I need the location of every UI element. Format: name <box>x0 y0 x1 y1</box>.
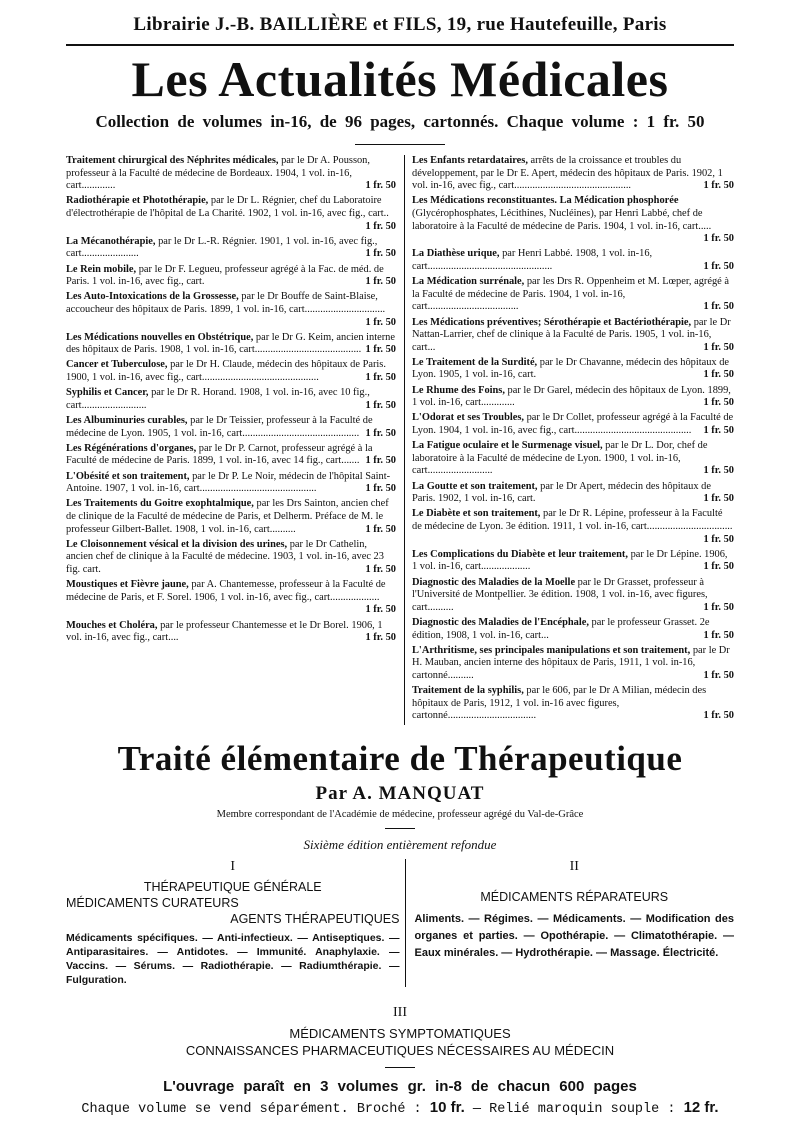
part-three-subheading: CONNAISSANCES PHARMACEUTIQUES NÉCESSAIRES AU MÉDECIN <box>185 1043 615 1059</box>
catalog-entry <box>66 387 396 412</box>
entry-price: 1 fr. 50 <box>703 710 734 722</box>
part-one-subheading: MÉDICAMENTS CURATEURS <box>66 896 239 911</box>
entry-price: 1 fr. 50 <box>703 425 734 437</box>
entry-price: 1 fr. 50 <box>703 301 734 313</box>
divider <box>355 144 445 145</box>
catalog-entry <box>66 332 396 357</box>
entry-details: par le Dr Cathelin, ancien chef de clinique à la Faculté de médecine. 1903, 1 vol. in-16, avec 23 fig. cart. <box>66 538 384 575</box>
entry-price: 1 fr. 50 <box>365 372 396 384</box>
entry-title: Les Médications nouvelles en Obstétrique, <box>66 331 254 343</box>
catalog-entry <box>412 508 734 546</box>
entry-price: 1 fr. 50 <box>365 180 396 192</box>
entry-price: 1 fr. 50 <box>365 427 396 439</box>
entry-details: par le Dr P. Carnot, professeur agrégé à la Faculté de médecine de Paris. 1899, 1 vol. in-16, avec 14 fig., cart....... <box>66 442 373 467</box>
entry-title: Le Cloisonnement vésical et la division des urines, <box>66 538 288 550</box>
entry-title: Cancer et Tuberculose, <box>66 359 168 371</box>
entry-price: 1 fr. 50 <box>365 455 396 467</box>
catalog-entry <box>412 276 734 314</box>
entry-details: par le Dr F. Legueu, professeur agrégé à la Fac. de méd. de Paris. 1 vol. in-16, avec fig., cart. <box>66 263 384 288</box>
volume-parts <box>66 859 734 987</box>
entry-title: Les Traitements du Goitre exophtalmique, <box>66 498 254 510</box>
entry-price: 1 fr. 50 <box>703 465 734 477</box>
entry-title: Diagnostic des Maladies de la Moelle <box>412 576 576 588</box>
part-two-numeral: II <box>569 859 579 875</box>
catalog-entry <box>66 443 396 468</box>
entry-title: Radiothérapie et Photothérapie, <box>66 195 209 207</box>
entry-title: Les Médications reconstituantes. La Médication phosphorée <box>412 195 679 207</box>
entry-price: 1 fr. 50 <box>365 563 396 575</box>
entry-price: 1 fr. 50 <box>365 399 396 411</box>
entry-price: 1 fr. 50 <box>365 220 396 232</box>
part-two <box>406 859 734 987</box>
entry-details: par le Dr L.-R. Régnier. 1901, 1 vol. in-16, avec fig., cart...................... <box>66 235 378 260</box>
treatise-title: Traité élémentaire de Thérapeutique <box>117 739 683 779</box>
catalog-entry <box>412 248 734 273</box>
entry-details: par le Dr G. Keim, ancien interne des hôpitaux de Paris. 1908, 1 vol. in-16, cart......................................... <box>66 331 395 356</box>
entry-price: 1 fr. 50 <box>703 669 734 681</box>
entry-title: L'Arthritisme, ses principales manipulations et son traitement, <box>412 644 691 656</box>
catalog-entry <box>66 195 396 233</box>
entry-title: Le Rein mobile, <box>66 263 137 275</box>
entry-title: Les Albuminuries curables, <box>66 415 188 427</box>
catalog-entry <box>412 440 734 478</box>
collection-title: Les Actualités Médicales <box>131 51 669 107</box>
entry-title: Traitement chirurgical des Néphrites médicales, <box>66 155 279 166</box>
entry-price: 1 fr. 50 <box>703 561 734 573</box>
catalog-entry <box>412 577 734 615</box>
entry-title: Moustiques et Fièvre jaune, <box>66 579 189 591</box>
entry-title: La Médication surrénale, <box>412 276 525 288</box>
entry-title: Les Médications préventives; Sérothérapie et Bactériothérapie, <box>412 316 692 328</box>
catalog-entry <box>66 291 396 329</box>
entry-price: 1 fr. 50 <box>365 248 396 260</box>
part-two-heading: MÉDICAMENTS RÉPARATEURS <box>480 890 669 905</box>
entry-details: par le Dr L. Régnier, chef du Laboratoire d'électrothérapie de l'hôpital de La Charité. 1902, 1 vol. in-16, avec fig., cart.. <box>66 195 389 219</box>
publication-note: L'ouvrage paraît en 3 volumes gr. in-8 de chacun 600 pages <box>163 1078 637 1096</box>
part-one-numeral: I <box>230 859 236 875</box>
header-rule <box>66 44 734 46</box>
entry-title: Mouches et Choléra, <box>66 619 158 631</box>
entry-price: 1 fr. 50 <box>365 276 396 288</box>
catalog-entry <box>66 155 396 193</box>
entry-title: La Fatigue oculaire et le Surmenage visuel, <box>412 440 603 452</box>
entry-title: Les Régénérations d'organes, <box>66 442 197 454</box>
entry-title: La Goutte et son traitement, <box>412 480 538 492</box>
entry-price: 1 fr. 50 <box>703 180 734 192</box>
catalog-entry <box>66 264 396 289</box>
entry-details: par le Dr Collet, professeur agrégé à la Faculté de Lyon. 1904, 1 vol. in-16, avec fig., cart............................................. <box>412 412 734 437</box>
entry-price: 1 fr. 50 <box>703 493 734 505</box>
divider <box>385 828 415 829</box>
entry-price: 1 fr. 50 <box>703 341 734 353</box>
entry-price: 1 fr. 50 <box>703 629 734 641</box>
entry-price: 1 fr. 50 <box>703 369 734 381</box>
price-note-text: Chaque volume se vend séparément. Broché : <box>81 1102 422 1118</box>
catalog-entry <box>412 155 734 193</box>
catalog-entry <box>66 579 396 617</box>
entry-details: par le Dr Apert, médecin des hôpitaux de Paris. 1902, 1 vol. in-16, cart. <box>412 480 711 505</box>
entry-details: par le Dr H. Mauban, ancien interne des hôpitaux de Paris, 1911, 1 vol. in-16, cartonné.......... <box>412 644 730 681</box>
entry-details: par le professeur Chantemesse et le Dr Borel. 1906, 1 vol. in-16, avec fig., cart.... <box>66 619 383 644</box>
catalog-entry <box>66 415 396 440</box>
entry-details: par le Dr Grasset, professeur à l'Université de Montpellier. 3e édition. 1908, 1 vol. in-16, avec figures, cart.......... <box>412 576 708 613</box>
catalog-entry <box>412 317 734 355</box>
divider <box>385 1067 415 1068</box>
entry-details: par les Drs R. Oppenheim et M. Lœper, agrégé à la Faculté de médecine de Paris. 1904, 1 vol. in-16, cart................................... <box>412 276 729 313</box>
entry-title: Syphilis et Cancer, <box>66 387 149 399</box>
entry-price: 1 fr. 50 <box>703 601 734 613</box>
price-broche: 10 fr. <box>429 1099 465 1117</box>
entry-title: Le Rhume des Foins, <box>412 384 505 396</box>
entry-details: par le Dr R. Lépine, professeur à la Faculté de médecine de Lyon. 3e édition. 1911, 1 vol. in-16, cart................................. <box>412 508 733 532</box>
entry-details: par le 606, par le Dr A Milian, médecin des hôpitaux de Paris, 1912, 1 vol. in-16 avec figures, cartonné.................................. <box>412 685 707 722</box>
entry-title: Traitement de la syphilis, <box>412 685 524 697</box>
price-note <box>66 1099 734 1117</box>
entry-price: 1 fr. 50 <box>365 632 396 644</box>
catalog-entry <box>412 195 734 245</box>
treatise-author: Par A. MANQUAT <box>315 783 485 805</box>
price-relie: 12 fr. <box>683 1099 719 1117</box>
entry-details: par le Dr H. Claude, médecin des hôpitaux de Paris. 1900, 1 vol. in-16, avec fig., cart............................................. <box>66 359 386 384</box>
catalog-entry <box>412 617 734 642</box>
entry-price: 1 fr. 50 <box>703 533 734 545</box>
catalog-entry <box>66 236 396 261</box>
entry-details: par le Dr Nattan-Larrier, chef de clinique à la Faculté de Paris. 1905, 1 vol. in-16, cart... <box>412 316 731 353</box>
catalog-left-column <box>66 155 405 725</box>
part-one-heading: THÉRAPEUTIQUE GÉNÉRALE <box>143 880 322 895</box>
entry-title: L'Obésité et son traitement, <box>66 470 190 482</box>
entry-title: La Mécanothérapie, <box>66 235 156 247</box>
catalog-entry <box>66 620 396 645</box>
catalog-entry <box>412 481 734 506</box>
catalog-entry <box>66 471 396 496</box>
entry-title: Le Diabète et son traitement, <box>412 508 541 520</box>
publisher-line: Librairie J.-B. BAILLIÈRE et FILS, 19, rue Hautefeuille, Paris <box>133 14 667 35</box>
catalog-entry <box>412 357 734 382</box>
entry-title: Diagnostic des Maladies de l'Encéphale, <box>412 616 589 628</box>
entry-details: arrêts de la croissance et troubles du développement, par le Dr E. Apert, médecin des hôpitaux de Paris. 1902, 1 vol. in-16, avec fig., cart............................................. <box>412 155 723 192</box>
entry-title: L'Odorat et ses Troubles, <box>412 412 524 424</box>
entry-details: par les Drs Sainton, ancien chef de clinique de la Faculté de médecine de Paris, et Delherm. Préface de M. le professeur Gilbert-Ballet. 1908, 1 vol. in-16, cart.......... <box>66 498 389 535</box>
entry-title: Les Complications du Diabète et leur traitement, <box>412 548 628 560</box>
part-one-subheading-2: AGENTS THÉRAPEUTIQUES <box>230 912 400 927</box>
entry-details: par Henri Labbé. 1908, 1 vol. in-16, cart................................................ <box>412 248 653 272</box>
document-page <box>66 12 734 1117</box>
entry-details: (Glycérophosphates, Lécithines, Nucléines), par Henri Labbé, chef de laboratoire à la Faculté de médecine de Paris. 1904, 1 vol. in-16, cart..... <box>412 207 712 232</box>
entry-price: 1 fr. 50 <box>703 260 734 272</box>
part-one-contents: Médicaments spécifiques. — Anti-infectieux. — Antiseptiques. — Antiparasitaires. — Antidotes. — Immunité. Anaphylaxie. — Vaccins. — Sérums. — Radiothérapie. — Radiumthérapie. — Fulguration. <box>66 932 400 987</box>
catalog-columns <box>66 155 734 725</box>
catalog-entry <box>412 549 734 574</box>
entry-details: par le Dr Lépine. 1906, 1 vol. in-16, cart................... <box>412 548 728 573</box>
catalog-entry <box>412 412 734 437</box>
entry-details: par le professeur Grasset. 2e édition, 1908, 1 vol. in-16, cart... <box>412 616 710 641</box>
part-three-numeral: III <box>393 1005 407 1021</box>
entry-details: par le Dr P. Le Noir, médecin de l'hôpital Saint-Antoine. 1907, 1 vol. in-16, cart............................................. <box>66 470 391 495</box>
catalog-entry <box>412 645 734 683</box>
part-one <box>66 859 406 987</box>
part-three-heading: MÉDICAMENTS SYMPTOMATIQUES <box>289 1026 511 1042</box>
entry-title: Les Auto-Intoxications de la Grossesse, <box>66 291 239 303</box>
entry-price: 1 fr. 50 <box>365 604 396 616</box>
catalog-entry <box>412 385 734 410</box>
edition-note: Sixième édition entièrement refondue <box>303 837 497 853</box>
catalog-entry <box>412 685 734 723</box>
price-note-text-2: — Relié maroquin souple : <box>472 1102 676 1118</box>
entry-price: 1 fr. 50 <box>365 523 396 535</box>
entry-price: 1 fr. 50 <box>365 344 396 356</box>
entry-price: 1 fr. 50 <box>365 483 396 495</box>
entry-price: 1 fr. 50 <box>365 316 396 328</box>
entry-title: La Diathèse urique, <box>412 248 500 260</box>
entry-details: par le Dr Chavanne, médecin des hôpitaux de Lyon. 1905, 1 vol. in-16, cart. <box>412 356 730 381</box>
author-credentials: Membre correspondant de l'Académie de médecine, professeur agrégé du Val-de-Grâce <box>216 809 584 821</box>
entry-details: par le Dr Bouffe de Saint-Blaise, accoucheur des hôpitaux de Paris. 1899, 1 vol. in-16, cart............................... <box>66 291 386 315</box>
catalog-entry <box>66 498 396 536</box>
entry-price: 1 fr. 50 <box>703 233 734 245</box>
entry-details: par le Dr R. Horand. 1908, 1 vol. in-16, avec 10 fig., cart......................... <box>66 387 370 411</box>
entry-details: par le Dr Garel, médecin des hôpitaux de Lyon. 1899, 1 vol. in-16, cart............. <box>412 384 731 409</box>
entry-price: 1 fr. 50 <box>703 397 734 409</box>
entry-details: par le Dr L. Dor, chef de laboratoire à la Faculté de médecine de Lyon. 1900, 1 vol. in-16, cart......................... <box>412 440 708 477</box>
entry-title: Les Enfants retardataires, <box>412 155 528 166</box>
part-two-contents: Aliments. — Régimes. — Médicaments. — Modification des organes et parties. — Opothérapie. — Climatothérapie. — Eaux minérales. — Hydrothérapie. — Massage. Électricité. <box>414 913 734 960</box>
entry-title: Le Traitement de la Surdité, <box>412 356 538 368</box>
entry-details: par le Dr Teissier, professeur à la Faculté de médecine de Lyon. 1905, 1 vol. in-16, cart............................................. <box>66 415 373 439</box>
catalog-entry <box>66 539 396 577</box>
entry-details: par A. Chantemesse, professeur à la Faculté de médecine de Paris, et F. Sorel. 1906, 1 vol. in-16, avec fig., cart................... <box>66 579 386 603</box>
entry-details: par le Dr A. Pousson, professeur à la Faculté de médecine de Bordeaux. 1904, 1 vol. in-16, cart............. <box>66 155 370 192</box>
catalog-right-column <box>412 155 734 725</box>
catalog-entry <box>66 359 396 384</box>
collection-subtitle: Collection de volumes in-16, de 96 pages, cartonnés. Chaque volume : 1 fr. 50 <box>95 112 705 131</box>
